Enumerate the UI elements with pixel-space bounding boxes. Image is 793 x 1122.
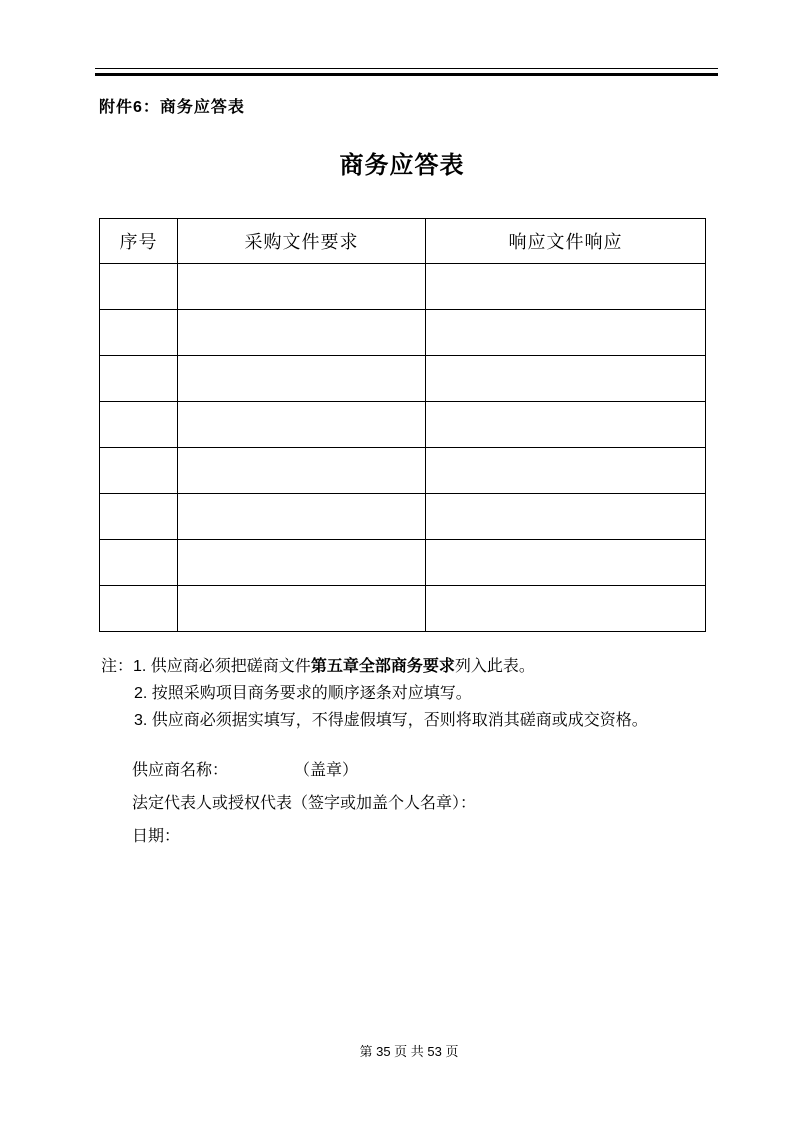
table-cell-empty	[178, 402, 426, 448]
page-number-footer: 第 35 页 共 53 页	[359, 1044, 459, 1059]
col-header-serial-number: 序号	[100, 219, 178, 264]
table-cell-empty	[426, 402, 706, 448]
table-cell-empty	[178, 586, 426, 632]
signature-section	[132, 760, 692, 859]
note-1-bold-text: 第五章全部商务要求	[310, 658, 455, 675]
supplier-name-line	[132, 760, 692, 793]
table-cell-empty	[100, 356, 178, 402]
note-1-suffix: 列入此表。	[454, 658, 535, 675]
table-cell-empty	[100, 586, 178, 632]
table-body	[100, 264, 706, 632]
business-response-table	[99, 218, 706, 632]
table-cell-empty	[426, 540, 706, 586]
table-cell-empty	[100, 494, 178, 540]
table-cell-empty	[426, 310, 706, 356]
note-line-3: 3. 供应商必须据实填写，不得虚假填写，否则将取消其磋商或成交资格。	[134, 712, 648, 729]
table-cell-empty	[426, 264, 706, 310]
notes-label: 注：	[101, 658, 134, 675]
table-cell-empty	[426, 494, 706, 540]
table-row	[100, 402, 706, 448]
attachment-heading: 附件6：商务应答表	[99, 99, 245, 116]
note-line-2: 2. 按照采购项目商务要求的顺序逐条对应填写。	[134, 685, 472, 702]
table-cell-empty	[178, 310, 426, 356]
table-cell-empty	[100, 264, 178, 310]
table-cell-empty	[178, 540, 426, 586]
table-cell-empty	[426, 448, 706, 494]
table-cell-empty	[178, 264, 426, 310]
note-1-prefix: 1. 供应商必须把磋商文件	[133, 658, 311, 675]
table-cell-empty	[100, 402, 178, 448]
date-line: 日期：	[132, 828, 181, 845]
table-row	[100, 586, 706, 632]
col-header-procurement-requirement: 采购文件要求	[178, 219, 426, 264]
note-line-1	[101, 653, 711, 680]
table-row	[100, 310, 706, 356]
col-header-response: 响应文件响应	[426, 219, 706, 264]
table-row	[100, 356, 706, 402]
table-cell-empty	[100, 448, 178, 494]
table-cell-empty	[178, 448, 426, 494]
supplier-name-label: 供应商名称：	[132, 762, 229, 779]
table-row	[100, 494, 706, 540]
table-cell-empty	[426, 356, 706, 402]
table-row	[100, 264, 706, 310]
table-cell-empty	[100, 310, 178, 356]
header-divider-rule	[95, 68, 718, 76]
representative-line: 法定代表人或授权代表（签字或加盖个人名章）：	[132, 795, 477, 812]
table-header-row	[100, 219, 706, 264]
table-cell-empty	[426, 586, 706, 632]
page-title: 商务应答表	[339, 152, 465, 179]
notes-section	[101, 653, 711, 734]
table-row	[100, 540, 706, 586]
table-cell-empty	[100, 540, 178, 586]
table-cell-empty	[178, 494, 426, 540]
table-row	[100, 448, 706, 494]
table-cell-empty	[178, 356, 426, 402]
seal-label: （盖章）	[294, 762, 359, 779]
